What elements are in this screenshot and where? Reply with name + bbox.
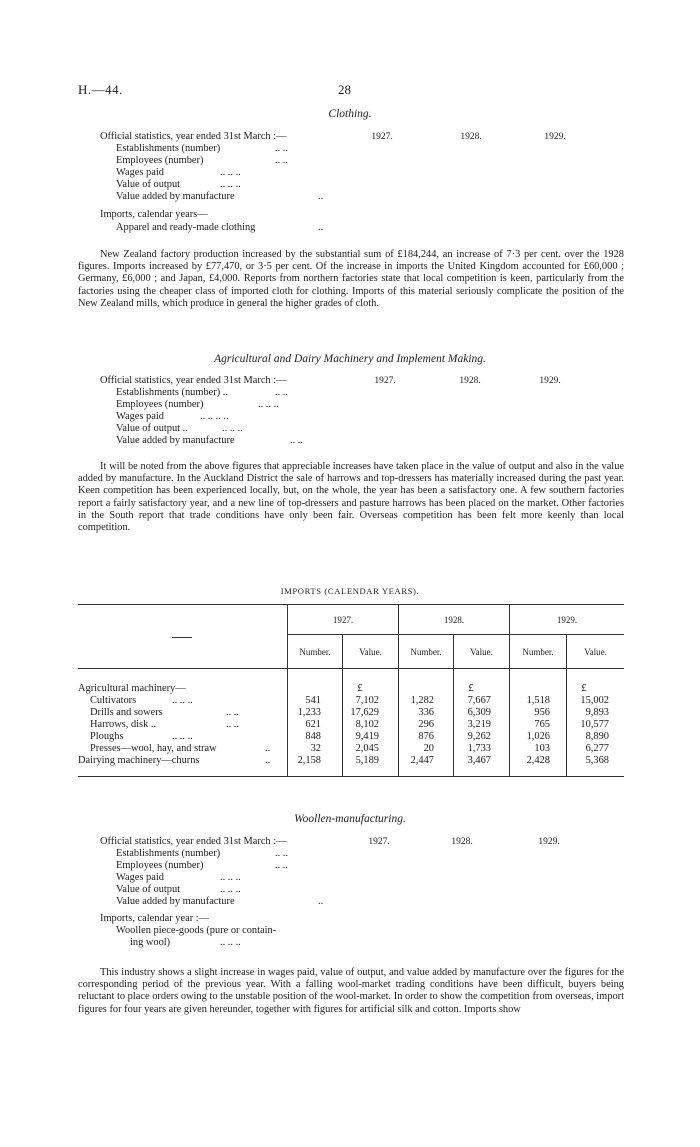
column-header: Number. — [299, 647, 331, 657]
leader-dots: .. .. .. — [220, 179, 241, 190]
page-number: 28 — [338, 82, 351, 97]
table-rule — [78, 604, 624, 605]
leader-dots: .. — [318, 191, 324, 202]
table-cell: 10,577 — [580, 719, 609, 730]
table-row-label: Ploughs — [90, 731, 124, 742]
stat-row: Value added by manufacture — [116, 435, 235, 446]
leader-dots: .. — [265, 755, 271, 766]
table-cell: 541 — [305, 695, 321, 706]
table-rule — [398, 604, 399, 776]
paragraph-clothing: New Zealand factory production increased by the substantial sum of £184,244, an increase of 7·3 per cent. over the 1928 figures. Imports increased by £77,470, or 3·5 per cent. Of the increase in imports the United Kingdom accounted for £60,000 ; Germany, £6,000 ; and Japan, £4,000. Reports from northern factories state that local competition is keen, particularly from the factories using the cheaper class of imported cloth for clothing. Imports of this material seriously complicate the position of the New Zealand mills, which produce in general the higher grades of cloth. — [78, 249, 624, 309]
leader-dots: .. .. .. — [172, 731, 193, 742]
column-header: Value. — [359, 647, 382, 657]
table-cell: 32 — [310, 743, 321, 754]
leader-dots: .. .. .. — [220, 167, 241, 178]
year-header: 1929. — [556, 615, 578, 625]
column-header: Number. — [410, 647, 442, 657]
year-header: 1927. — [371, 132, 393, 142]
table-cell: 9,893 — [585, 707, 609, 718]
imports-lead: Imports, calendar years— — [100, 209, 208, 220]
section-title-woollen: Woollen-manufacturing. — [294, 813, 406, 825]
table-rule — [287, 604, 288, 776]
table-cell: 6,309 — [467, 707, 491, 718]
leader-dots: .. — [318, 896, 324, 907]
table-cell: 17,629 — [350, 707, 379, 718]
leader-dots: .. .. .. — [220, 937, 241, 948]
table-row-label: Cultivators — [90, 695, 137, 706]
stats-lead: Official statistics, year ended 31st March :— — [100, 375, 287, 386]
stat-row: Employees (number) — [116, 860, 204, 871]
year-header: 1929. — [539, 376, 561, 386]
currency-symbol: £ — [357, 683, 363, 694]
leader-dots: .. — [318, 222, 324, 233]
table-cell: 848 — [305, 731, 321, 742]
table-cell: 1,733 — [467, 743, 491, 754]
year-header: 1928. — [443, 615, 465, 625]
stat-row: Value of output .. — [116, 423, 188, 434]
column-header: Value. — [470, 647, 493, 657]
section-title-clothing: Clothing. — [328, 108, 372, 120]
table-cell: 6,277 — [585, 743, 609, 754]
leader-dots: .. .. — [275, 143, 288, 154]
table-rule — [78, 776, 624, 777]
leader-dots: .. .. — [226, 719, 239, 730]
table-cell: 5,368 — [585, 755, 609, 766]
leader-dots: .. .. .. — [222, 423, 243, 434]
table-cell: 7,667 — [467, 695, 491, 706]
table-cell: 2,158 — [297, 755, 321, 766]
leader-dots: .. .. .. — [220, 872, 241, 883]
table-cell: 2,045 — [355, 743, 379, 754]
column-header: Value. — [584, 647, 607, 657]
table-cell: 2,447 — [410, 755, 434, 766]
stat-row: Value of output — [116, 884, 181, 895]
stats-lead: Official statistics, year ended 31st March :— — [100, 836, 287, 847]
leader-dots: .. .. — [275, 860, 288, 871]
table-cell: 103 — [534, 743, 550, 754]
table-cell: 2,428 — [526, 755, 550, 766]
leader-dots: .. — [265, 743, 271, 754]
leader-dots: .. .. — [275, 848, 288, 859]
stat-row: Establishments (number) — [116, 143, 221, 154]
table-cell: 3,467 — [467, 755, 491, 766]
year-header: 1927. — [332, 615, 354, 625]
year-header: 1928. — [460, 132, 482, 142]
stat-row: Value added by manufacture — [116, 896, 235, 907]
stat-row: Value added by manufacture — [116, 191, 235, 202]
table-cell: 1,233 — [297, 707, 321, 718]
stat-row: ing wool) — [130, 937, 171, 948]
table-cell: 1,518 — [526, 695, 550, 706]
table-cell: 956 — [534, 707, 550, 718]
table-row-label: Harrows, disk .. — [90, 719, 157, 730]
table-cell: 8,890 — [585, 731, 609, 742]
imports-table-title: IMPORTS (CALENDAR YEARS). — [280, 586, 420, 596]
table-rule — [509, 604, 510, 776]
year-header: 1927. — [368, 837, 390, 847]
table-cell: 9,419 — [355, 731, 379, 742]
table-cell: 621 — [305, 719, 321, 730]
section-title-agricultural: Agricultural and Dairy Machinery and Implement Making. — [214, 353, 486, 365]
year-header: 1929. — [538, 837, 560, 847]
stat-row: Establishments (number) — [116, 848, 221, 859]
table-cell: 876 — [418, 731, 434, 742]
currency-symbol: £ — [581, 683, 587, 694]
table-rule — [287, 634, 624, 635]
table-rule — [78, 668, 624, 669]
stat-row: Employees (number) — [116, 399, 204, 410]
year-header: 1928. — [459, 376, 481, 386]
year-header: 1928. — [451, 837, 473, 847]
table-row-label: Dairying machinery—churns — [78, 755, 200, 766]
stat-row: Apparel and ready-made clothing — [116, 222, 256, 233]
year-header: 1929. — [544, 132, 566, 142]
stat-row: Wages paid — [116, 167, 164, 178]
leader-dots: .. .. — [275, 387, 288, 398]
table-cell: 765 — [534, 719, 550, 730]
leader-dots: .. .. .. — [220, 884, 241, 895]
stat-row: Employees (number) — [116, 155, 204, 166]
table-cell: 5,189 — [355, 755, 379, 766]
leader-dots: .. .. .. — [258, 399, 279, 410]
leader-dots: .. .. — [275, 155, 288, 166]
table-cell: 1,026 — [526, 731, 550, 742]
column-header: Number. — [522, 647, 554, 657]
leader-dots: .. .. — [226, 707, 239, 718]
table-cell: 15,002 — [580, 695, 609, 706]
stat-row: Wages paid — [116, 411, 164, 422]
table-cell: 3,219 — [467, 719, 491, 730]
stat-row: Wages paid — [116, 872, 164, 883]
document-reference: H.—44. — [78, 82, 123, 97]
table-cell: 296 — [418, 719, 434, 730]
group-label: Agricultural machinery— — [78, 683, 186, 694]
stat-row: Woollen piece-goods (pure or contain- — [116, 925, 277, 936]
table-cell: 9,262 — [467, 731, 491, 742]
year-header: 1927. — [374, 376, 396, 386]
leader-dots: .. .. — [290, 435, 303, 446]
table-cell: 7,102 — [355, 695, 379, 706]
imports-lead: Imports, calendar year :— — [100, 913, 210, 924]
stat-row: Value of output — [116, 179, 181, 190]
table-rule — [172, 637, 192, 638]
table-row-label: Drills and sowers — [90, 707, 163, 718]
leader-dots: .. .. .. — [172, 695, 193, 706]
paragraph-woollen: This industry shows a slight increase in wages paid, value of output, and value added by manufacture over the figures for the corresponding period of the previous year. With a falling wool-market trading conditions have been difficult, buyers being reluctant to place orders owing to the unstable position of the wool-market. In order to show the competition from overseas, import figures for four years are given hereunder, together with figures for artificial silk and cotton. Imports show — [78, 967, 624, 1015]
table-row-label: Presses—wool, hay, and straw — [90, 743, 217, 754]
stats-lead: Official statistics, year ended 31st March :— — [100, 131, 287, 142]
stat-row: Establishments (number) .. — [116, 387, 228, 398]
table-cell: 1,282 — [410, 695, 434, 706]
paragraph-agricultural: It will be noted from the above figures that appreciable increases have taken place in the value of output and also in the value added by manufacture. In the Auckland District the sale of harrows and top-dressers has materially increased during the past year. Keen competition has been experienced locally, but, on the whole, the year has been a satisfactory one. A few southern factories report a fairly satisfactory year, and a new line of top-dressers and pasture harrows has been placed on the market. Other factories in the South report that trade conditions have only been fair. Overseas competition has been felt more keenly than local competition. — [78, 461, 624, 534]
currency-symbol: £ — [468, 683, 474, 694]
table-cell: 336 — [418, 707, 434, 718]
leader-dots: .. .. .. .. — [200, 411, 229, 422]
table-cell: 8,102 — [355, 719, 379, 730]
table-cell: 20 — [423, 743, 434, 754]
